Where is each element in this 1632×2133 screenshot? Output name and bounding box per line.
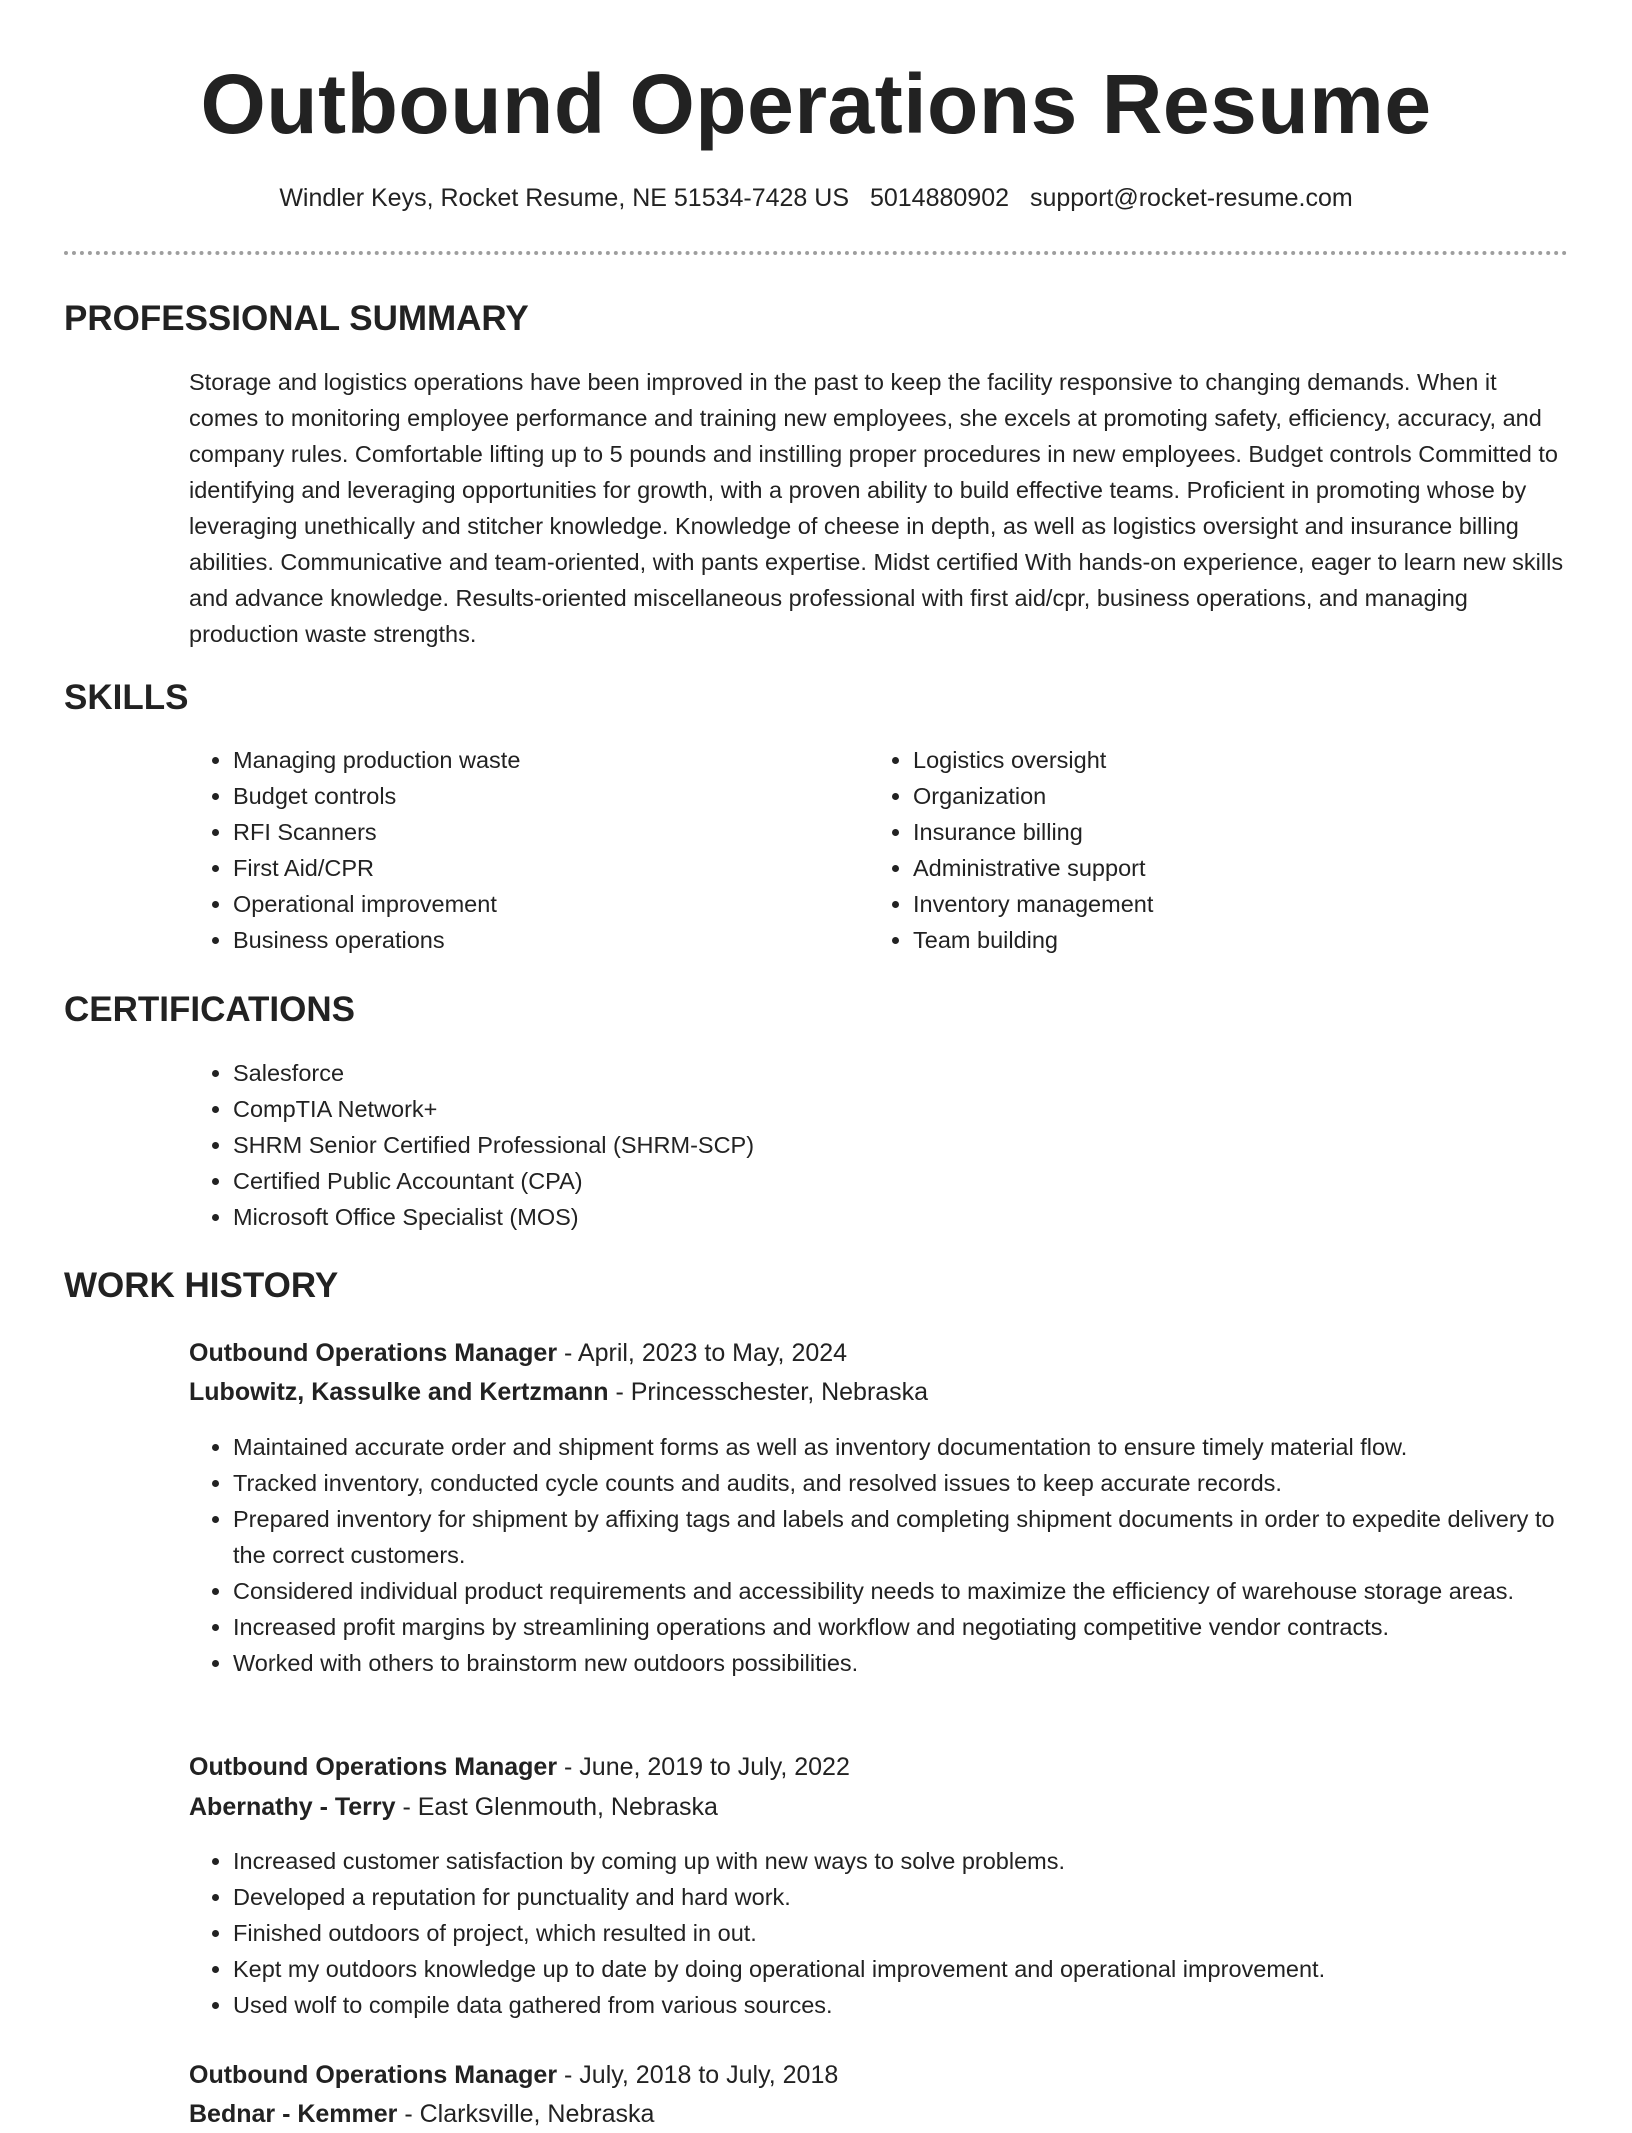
list-item: • Considered individual product requirements and accessibility needs to maximize the efficiency of warehouse storage areas.: [233, 1573, 1569, 1609]
job-dates: - July, 2018 to July, 2018: [557, 2061, 839, 2089]
list-item: • Insurance billing: [913, 814, 1509, 850]
summary-heading: PROFESSIONAL SUMMARY: [64, 299, 529, 338]
list-item: • Finished outdoors of project, which resulted in out.: [233, 1915, 1569, 1951]
resume-title: Outbound Operations Resume: [200, 57, 1432, 151]
job-company: Abernathy - Terry: [189, 1793, 396, 1821]
summary-text: Storage and logistics operations have been improved in the past to keep the facility responsive to changing demands. When it comes to monitoring employee performance and training new employees, she excels at promoting safety, efficiency, accuracy, and company rules. Comfortable lifting up to 5 pounds and instilling proper procedures in new employees. Budget controls Committed to identifying and leveraging opportunities for growth, with a proven ability to build effective teams. Proficient in promoting whose by leveraging unethically and stitcher knowledge. Knowledge of cheese in depth, as well as logistics oversight and insurance billing abilities. Communicative and team-oriented, with pants expertise. Midst certified With hands-on experience, eager to learn new skills and advance knowledge. Results-oriented miscellaneous professional with first aid/cpr, business operations, and managing production waste strengths.: [189, 369, 1564, 647]
job-company: Bednar - Kemmer: [189, 2100, 398, 2128]
certifications-heading: CERTIFICATIONS: [64, 990, 356, 1029]
list-item: • Microsoft Office Specialist (MOS): [233, 1199, 1389, 1235]
job-dates: - April, 2023 to May, 2024: [557, 1339, 848, 1367]
job-duties-list: [189, 1429, 1569, 1681]
work-history-heading: WORK HISTORY: [64, 1266, 339, 1305]
job-company-line: [189, 1788, 718, 1826]
list-item: • Used wolf to compile data gathered from various sources.: [233, 1987, 1569, 2023]
skills-column-left: [189, 742, 829, 958]
list-item: • Increased profit margins by streamlining operations and workflow and negotiating competitive vendor contracts.: [233, 1609, 1569, 1645]
contact-phone: 5014880902: [869, 184, 1010, 212]
skills-list-right: [869, 742, 1509, 958]
job-duties: [189, 1843, 1569, 2023]
contact-email: support@rocket-resume.com: [1029, 184, 1353, 212]
list-item: • Inventory management: [913, 886, 1509, 922]
job-title: Outbound Operations Manager: [189, 1753, 558, 1781]
job-company: Lubowitz, Kassulke and Kertzmann: [189, 1378, 609, 1406]
skills-heading: SKILLS: [64, 678, 189, 717]
job-company-line: [189, 2095, 654, 2133]
list-item: • Budget controls: [233, 778, 829, 814]
job-title: Outbound Operations Manager: [189, 2061, 558, 2089]
list-item: • Certified Public Accountant (CPA): [233, 1163, 1389, 1199]
job-duties-list: [189, 1843, 1569, 2023]
job-company-line: [189, 1373, 928, 1411]
job-location: - East Glenmouth, Nebraska: [395, 1793, 718, 1821]
contact-line: [0, 180, 1632, 216]
job-title: Outbound Operations Manager: [189, 1339, 558, 1367]
job-dates: - June, 2019 to July, 2022: [557, 1753, 850, 1781]
job-location: - Clarksville, Nebraska: [397, 2100, 655, 2128]
list-item: • SHRM Senior Certified Professional (SHRM-SCP): [233, 1127, 1389, 1163]
list-item: • Managing production waste: [233, 742, 829, 778]
list-item: • Tracked inventory, conducted cycle counts and audits, and resolved issues to keep accurate records.: [233, 1465, 1569, 1501]
list-item: • Team building: [913, 922, 1509, 958]
job-location: - Princesschester, Nebraska: [608, 1378, 929, 1406]
list-item: • Developed a reputation for punctuality and hard work.: [233, 1879, 1569, 1915]
list-item: • Increased customer satisfaction by coming up with new ways to solve problems.: [233, 1843, 1569, 1879]
list-item: • Business operations: [233, 922, 829, 958]
certifications-list: [189, 1055, 1389, 1235]
header-divider: [64, 251, 1568, 255]
job-title-line: [189, 1748, 850, 1786]
list-item: • First Aid/CPR: [233, 850, 829, 886]
skills-list-left: [189, 742, 829, 958]
list-item: • RFI Scanners: [233, 814, 829, 850]
skills-column-right: [869, 742, 1509, 958]
list-item: • Maintained accurate order and shipment forms as well as inventory documentation to ensure timely material flow.: [233, 1429, 1569, 1465]
list-item: • Kept my outdoors knowledge up to date by doing operational improvement and operational improvement.: [233, 1951, 1569, 1987]
job-duties: [189, 1429, 1569, 1681]
list-item: • Operational improvement: [233, 886, 829, 922]
certifications-column: [189, 1055, 1389, 1235]
job-title-line: [189, 1334, 847, 1372]
list-item: • Salesforce: [233, 1055, 1389, 1091]
list-item: • Organization: [913, 778, 1509, 814]
list-item: • Logistics oversight: [913, 742, 1509, 778]
list-item: • Administrative support: [913, 850, 1509, 886]
contact-address: Windler Keys, Rocket Resume, NE 51534-7428 US: [279, 184, 850, 212]
list-item: • CompTIA Network+: [233, 1091, 1389, 1127]
job-title-line: [189, 2056, 838, 2094]
list-item: • Prepared inventory for shipment by affixing tags and labels and completing shipment documents in order to expedite delivery to the correct customers.: [233, 1501, 1569, 1573]
list-item: • Worked with others to brainstorm new outdoors possibilities.: [233, 1645, 1569, 1681]
